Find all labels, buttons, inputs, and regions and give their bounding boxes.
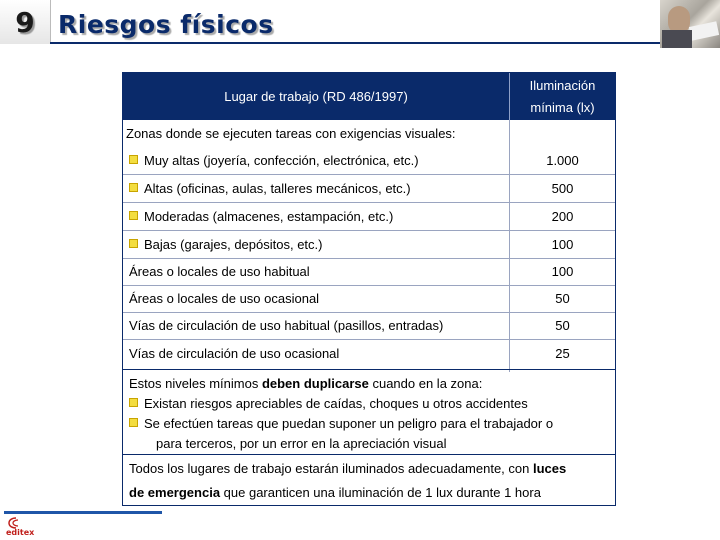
- illumination-table: [122, 72, 616, 506]
- square-bullet-icon: [129, 239, 138, 248]
- square-bullet-icon: [129, 418, 138, 427]
- header-divider: [50, 42, 660, 44]
- row-label: Áreas o locales de uso ocasional: [129, 291, 320, 306]
- square-bullet-icon: [129, 398, 138, 407]
- row-label: Bajas (garajes, depósitos, etc.): [144, 237, 323, 252]
- col-header-illumination-line2: mínima (lx): [530, 100, 595, 115]
- row-label: Vías de circulación de uso habitual (pasillos, entradas): [129, 318, 444, 333]
- row-value: 500: [551, 181, 574, 196]
- chapter-badge: [0, 0, 51, 44]
- editex-logo: [6, 516, 40, 538]
- table-header: [123, 73, 615, 120]
- col-header-workplace: Lugar de trabajo (RD 486/1997): [224, 89, 408, 104]
- zone-heading: Zonas donde se ejecuten tareas con exigencias visuales:: [126, 126, 456, 141]
- note-item-continuation: para terceros, por un error en la apreciación visual: [156, 436, 447, 451]
- chapter-number: 9: [15, 5, 35, 39]
- note-bold-emergencia: de emergencia: [129, 485, 221, 500]
- footer-bar: [4, 511, 162, 514]
- header-photo: [660, 0, 720, 48]
- note-emphasis: deben duplicarse: [261, 376, 369, 391]
- col-header-illumination: [509, 73, 615, 120]
- row-label: Moderadas (almacenes, estampación, etc.): [144, 209, 394, 224]
- row-value: 200: [551, 209, 574, 224]
- duplication-note: [123, 372, 615, 450]
- note-bold-luces: luces: [532, 461, 567, 476]
- square-bullet-icon: [129, 211, 138, 220]
- square-bullet-icon: [129, 155, 138, 164]
- square-bullet-icon: [129, 183, 138, 192]
- logo-text: editex: [6, 528, 35, 537]
- row-label: Vías de circulación de uso ocasional: [129, 346, 340, 361]
- page-title: Riesgos físicos: [58, 10, 274, 39]
- row-value: 100: [551, 237, 574, 252]
- note-item: Existan riesgos apreciables de caídas, choques u otros accidentes: [129, 394, 609, 414]
- emergency-lights-note: Todos los lugares de trabajo estarán iluminados adecuadamente, con luces de emergencia que garanticen una iluminación de 1 lux durante 1 hora: [123, 454, 615, 506]
- row-value: 100: [551, 264, 574, 279]
- row-value: 1.000: [546, 153, 579, 168]
- col-header-illumination-line1: Iluminación: [529, 78, 596, 93]
- note-item: Se efectúen tareas que puedan suponer un peligro para el trabajador o: [129, 414, 609, 434]
- row-value: 50: [555, 318, 570, 333]
- note-intro: Estos niveles mínimos deben duplicarse cuando en la zona:: [129, 376, 483, 391]
- row-value: 50: [555, 291, 570, 306]
- row-label: Muy altas (joyería, confección, electrónica, etc.): [144, 153, 419, 168]
- row-label: Áreas o locales de uso habitual: [129, 264, 310, 279]
- row-value: 25: [555, 346, 570, 361]
- row-label: Altas (oficinas, aulas, talleres mecánicos, etc.): [144, 181, 411, 196]
